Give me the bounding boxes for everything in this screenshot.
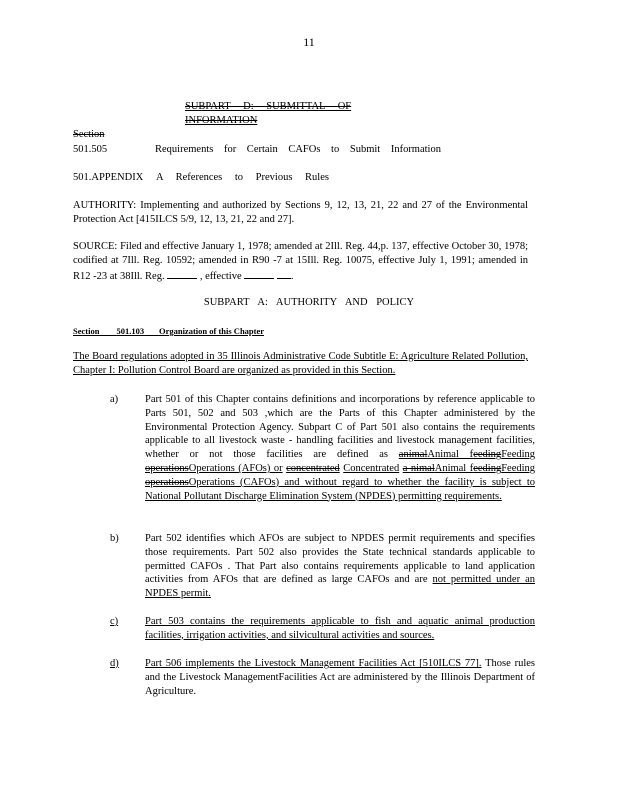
item-letter: c) — [110, 616, 119, 627]
subpart-d-heading: SUBPART D: SUBMITTAL OF INFORMATION — [185, 101, 352, 126]
subpart-a-heading: SUBPART A: AUTHORITY AND POLICY — [203, 297, 415, 308]
item-text: Part 503 contains the requirements applicable to fish and aquatic animal production facilities, irrigation activities, and silvicultural activities and sources. — [145, 616, 535, 641]
toc-number: 501.APPENDIX — [73, 172, 144, 183]
source-text: SOURCE: Filed and effective January 1, 1978; amended at 2Ill. Reg. 44,p. 137, effective October 30, 1978; codified at 7Ill. Reg. 10592; amended in R90 -7 at 15Ill. Reg. 10075, effective July 1, 1991; amended in R12 -23 at 38Ill. Reg. — [73, 241, 528, 282]
section-label-deleted: Section — [73, 129, 105, 140]
source-end: . — [290, 270, 294, 282]
toc-number: 501.505 — [73, 144, 108, 155]
blank-line — [244, 268, 274, 279]
blank-line — [277, 268, 291, 279]
item-text: Part 506 implements the Livestock Management Facilities Act [510ILCS 77]. Those rules and the Livestock ManagementFacilities Act are administered by the Illinois Department of Agriculture. — [145, 658, 536, 697]
toc-title: A References to Previous Rules — [156, 172, 329, 183]
source-note — [73, 240, 528, 283]
section-heading-title: Organization of this Chapter — [158, 326, 265, 336]
item-text: Part 501 of this Chapter contains definitions and incorporations by reference applicable to Parts 501, 502 and 503 ,which are the Parts of this Chapter administered by the Environmental Protection Agency. Subpart C of Part 501 also contains the requirements applicable to all livestock waste - handling facilities and livestock management facilities, whether or not those facilities are defined as animalAnimal feedingFeeding operationsOperations (AFOs) or concentrated Concentrated a nimalAnimal feedingFeeding operationsOperations (CAFOs) and without regard to whether the facility is subject to National Pollutant Discharge Elimination System (NPDES) permitting requirements. — [145, 394, 536, 502]
source-effective: , effective — [199, 270, 242, 282]
section-heading-number: 501.103 — [116, 326, 145, 336]
authority-note: AUTHORITY: Implementing and authorized by Sections 9, 12, 13, 21, 22 and 27 of the Environmental Protection Act [415ILCS 5/9, 12, 13, 21, 22 and 27]. — [73, 200, 528, 225]
item-letter: b) — [110, 533, 119, 544]
section-heading-label: Section — [73, 326, 100, 336]
item-letter: a) — [110, 394, 119, 405]
toc-title: Requirements for Certain CAFOs to Submit Information — [155, 144, 441, 155]
blank-line — [167, 268, 197, 279]
item-text: Part 502 identifies which AFOs are subject to NPDES permit requirements and specifies those requirements. Part 502 also provides the State technical standards applicable to permitted CAFOs . That Part also contains requirements applicable to land application activities from AFOs that are defined as large CAFOs and are not permitted under an NPDES permit. — [145, 533, 535, 600]
intro-paragraph: The Board regulations adopted in 35 Illinois Administrative Code Subtitle E: Agriculture Related Pollution, Chapter I: Pollution Control Board are organized as provided in this Section. — [73, 351, 528, 376]
section-heading — [73, 325, 308, 339]
item-letter: d) — [110, 658, 119, 669]
page-number: 11 — [303, 35, 315, 49]
